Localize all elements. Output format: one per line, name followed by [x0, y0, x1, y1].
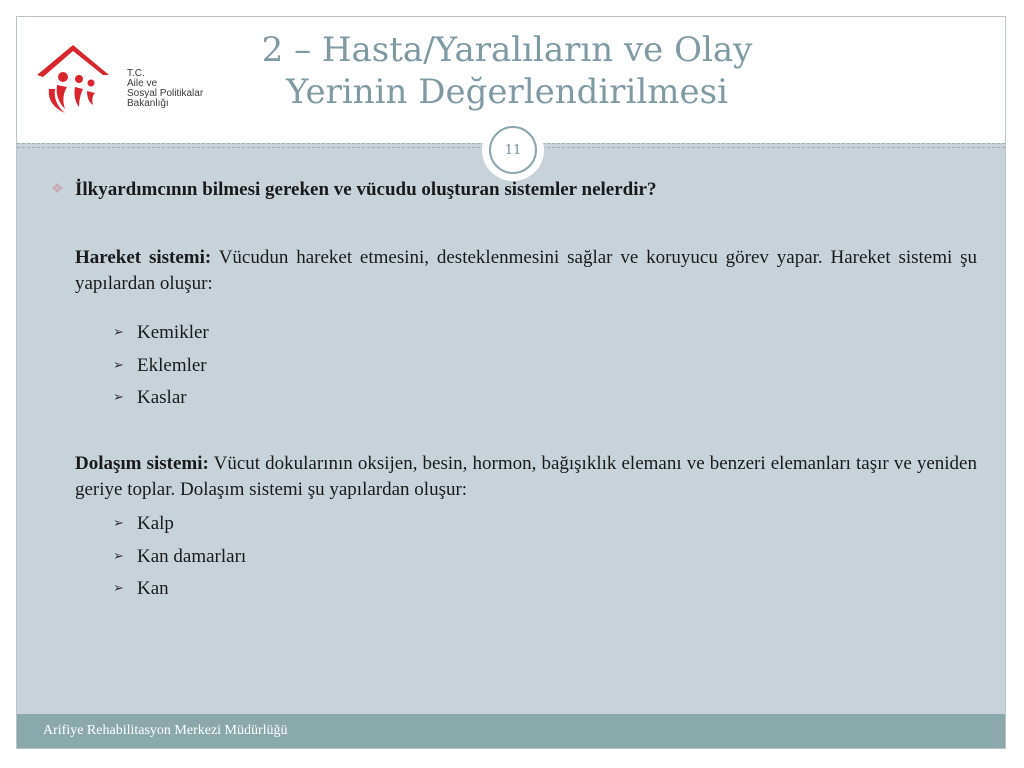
hareket-text: Vücudun hareket etmesini, desteklenmesini sağlar ve koruyucu görev yapar. Hareket sistemi şu yapılardan oluşur:: [75, 247, 977, 294]
list-item: Eklemler: [137, 355, 207, 376]
page-title: [177, 29, 837, 113]
diamond-bullet-icon: ❖: [51, 182, 64, 197]
list-item: Kemikler: [137, 322, 209, 343]
arrow-bullet-icon: ➢: [113, 580, 124, 595]
dolasim-text: Vücut dokularının oksijen, besin, hormon, bağışıklık elemanı ve benzeri elemanları taşır ve yeniden geriye toplar. Dolaşım sistemi şu yapılardan oluşur:: [75, 453, 977, 500]
hareket-paragraph: [75, 245, 977, 297]
hareket-heading: Hareket sistemi:: [75, 247, 212, 268]
dolasim-paragraph: [75, 451, 977, 503]
question-heading: İlkyardımcının bilmesi gereken ve vücudu oluşturan sistemler nelerdir?: [75, 179, 657, 200]
arrow-bullet-icon: ➢: [113, 548, 124, 563]
footer-text: Arifiye Rehabilitasyon Merkezi Müdürlüğü: [43, 723, 288, 738]
title-line-2: Yerinin Değerlendirilmesi: [286, 72, 728, 112]
ministry-logo-icon: [35, 39, 125, 119]
list-item: Kalp: [137, 513, 174, 534]
title-line-1: 2 – Hasta/Yaralıların ve Olay: [261, 30, 753, 70]
arrow-bullet-icon: ➢: [113, 515, 124, 530]
slide-number-badge: 11: [489, 126, 537, 174]
arrow-bullet-icon: ➢: [113, 389, 124, 404]
arrow-bullet-icon: ➢: [113, 324, 124, 339]
list-item: Kaslar: [137, 387, 187, 408]
list-item: Kan: [137, 578, 169, 599]
dolasim-heading: Dolaşım sistemi:: [75, 453, 209, 474]
slide-footer: [17, 714, 1005, 748]
logo-text: T.C. Aile ve Sosyal Politikalar Bakanlığı: [127, 68, 204, 109]
slide: [16, 16, 1006, 749]
list-item: Kan damarları: [137, 546, 247, 567]
arrow-bullet-icon: ➢: [113, 357, 124, 372]
